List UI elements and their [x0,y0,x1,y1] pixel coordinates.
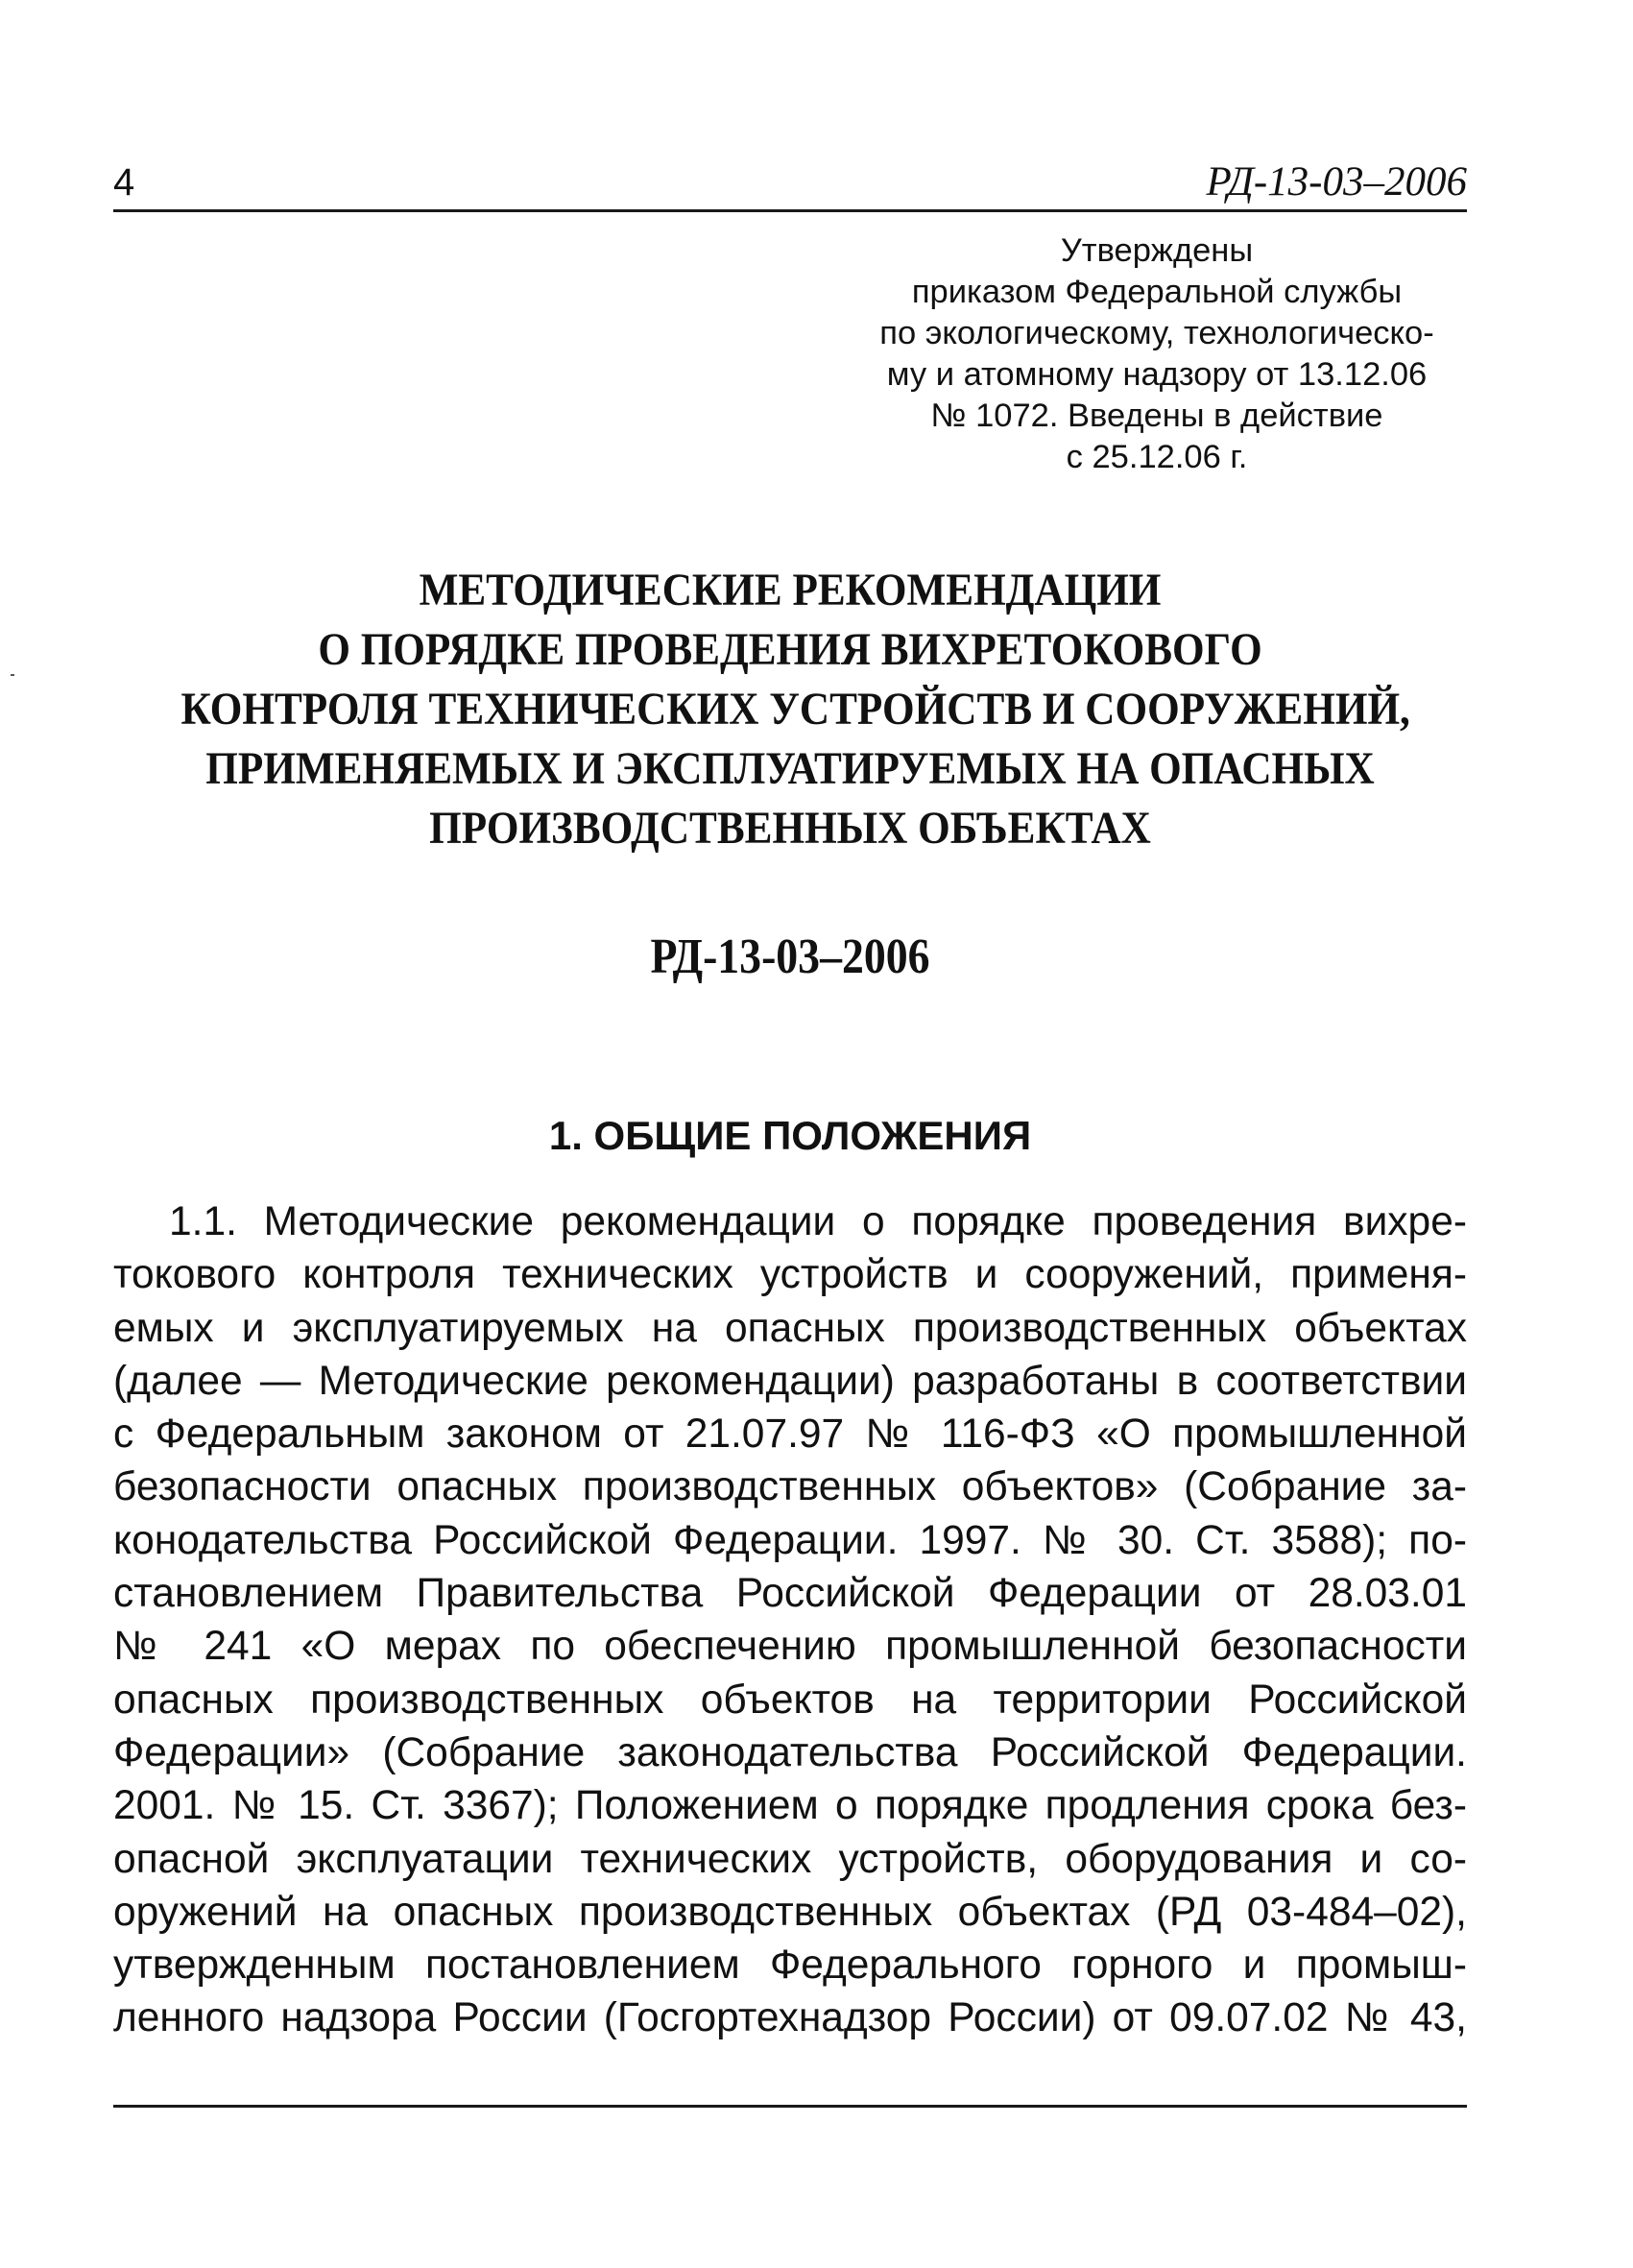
body-line: № 241 «О мерах по обеспечению промышленной безопасности [113,1624,1467,1670]
running-title: РД-13-03–2006 [1206,159,1467,205]
page-header [113,154,1467,212]
body-line: опасных производственных объектов на территории Российской [113,1677,1467,1723]
title-line: ПРИМЕНЯЕМЫХ И ЭКСПЛУАТИРУЕМЫХ НА ОПАСНЫХ [205,743,1375,794]
document-code: РД-13-03–2006 [650,929,930,984]
body-line: (далее — Методические рекомендации) разработаны в соответствии [113,1358,1467,1404]
body-line: Федерации» (Собрание законодательства Российской Федерации. [113,1729,1467,1775]
body-line: конодательства Российской Федерации. 1997. № 30. Ст. 3588); по- [113,1517,1467,1563]
title-line: О ПОРЯДКЕ ПРОВЕДЕНИЯ ВИХРЕТОКОВОГО [318,624,1262,675]
title-line: ПРОИЗВОДСТВЕННЫХ ОБЪЕКТАХ [429,803,1151,854]
body-line: опасной эксплуатации технических устройств, оборудования и со- [113,1836,1467,1882]
page-number: 4 [113,161,135,204]
approval-line: му и атомному надзору от 13.12.06 [886,356,1428,393]
body-line: утвержденным постановлением Федерального горного и промыш- [113,1942,1467,1989]
title-line: КОНТРОЛЯ ТЕХНИЧЕСКИХ УСТРОЙСТВ И СООРУЖЕНИЙ, [180,684,1410,735]
body-line: 2001. № 15. Ст. 3367); Положением о порядке продления срока без- [113,1783,1467,1829]
approval-line: с 25.12.06 г. [1066,439,1248,475]
body-line: безопасности опасных производственных объектов» (Собрание за- [113,1464,1467,1510]
approval-line: приказом Федеральной службы [911,274,1403,310]
body-line: оружений на опасных производственных объектах (РД 03-484–02), [113,1889,1467,1935]
body-line: токового контроля технических устройств и сооружений, применя- [113,1252,1467,1298]
approval-line: Утверждены [1060,232,1254,269]
approval-line: № 1072. Введены в действие [930,398,1383,434]
document-title [180,561,1410,858]
body-paragraph [113,1195,1467,2045]
body-line: становлением Правительства Российской Федерации от 28.03.01 [113,1571,1467,1617]
body-line: с Федеральным законом от 21.07.97 № 116-ФЗ «О промышленной [113,1411,1467,1458]
footer-rule [113,2105,1467,2108]
margin-mark [11,674,14,676]
body-line: емых и эксплуатируемых на опасных производственных объектах [113,1305,1467,1351]
approval-line: по экологическому, технологическо- [879,315,1434,351]
section-heading: 1. ОБЩИЕ ПОЛОЖЕНИЯ [548,1113,1032,1158]
body-line: 1.1. Методические рекомендации о порядке проведения вихре- [169,1199,1467,1244]
body-line: ленного надзора России (Госгортехнадзор России) от 09.07.02 № 43, [113,1995,1467,2041]
title-line: МЕТОДИЧЕСКИЕ РЕКОМЕНДАЦИИ [419,565,1162,615]
approval-block [845,230,1469,478]
